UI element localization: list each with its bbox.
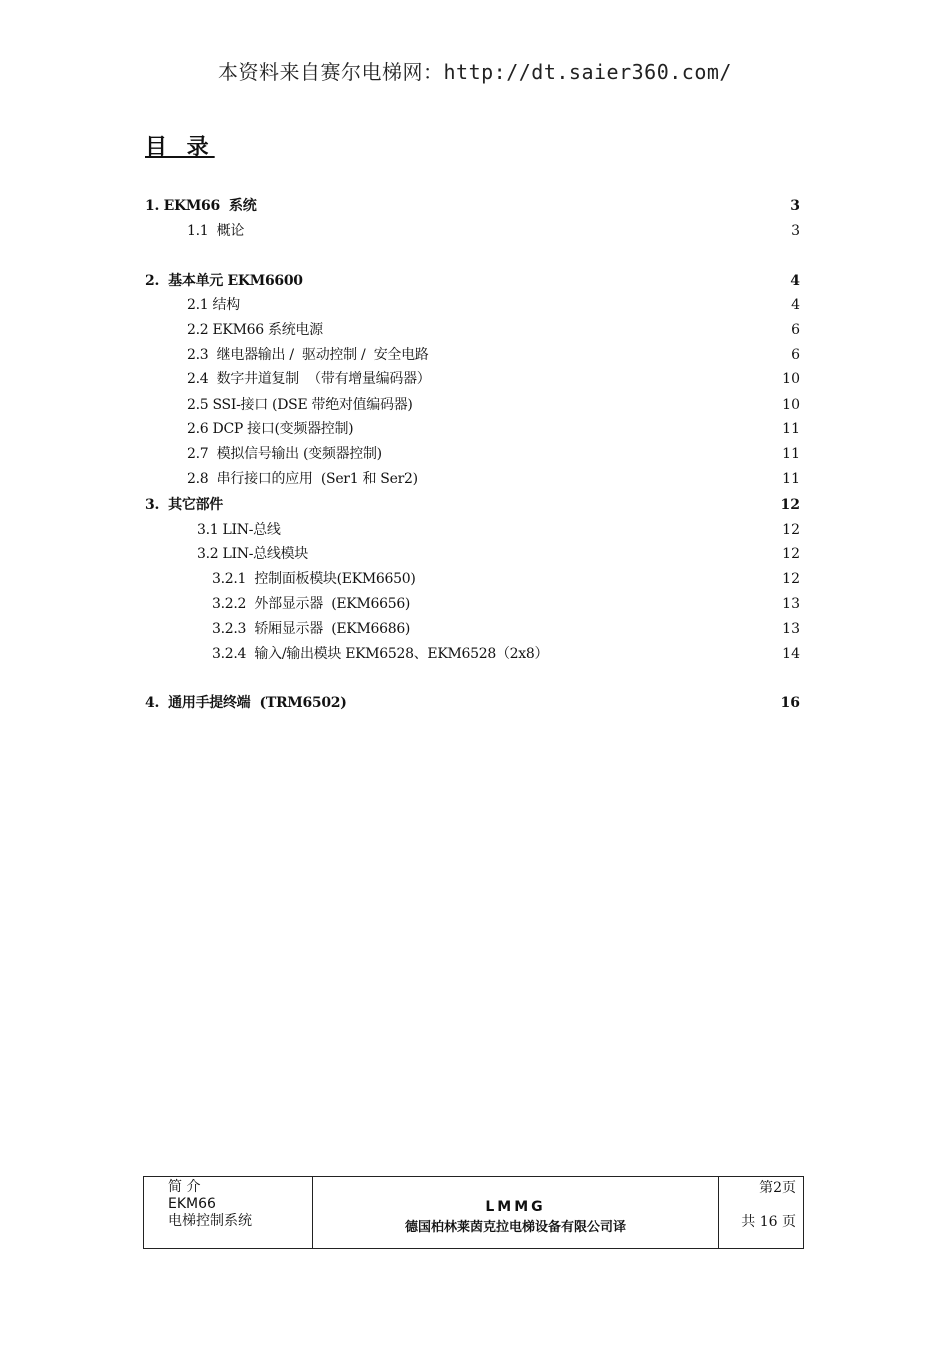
footer-brand-cell [313,1177,719,1248]
toc-entry-page: 13 [782,621,800,637]
toc-entry-page: 11 [782,471,800,487]
toc-entry-page: 14 [782,646,800,662]
toc-entry-page: 4 [791,297,800,313]
toc-entry-label: 3.2.4 输入/输出模块 EKM6528、EKM6528（2x8） [212,646,549,662]
toc-entry-page: 6 [791,347,800,363]
toc-entry-page: 12 [782,571,800,587]
toc-entry-page: 11 [782,421,800,437]
toc-entry-label: 2.8 串行接口的应用 (Ser1 和 Ser2) [187,471,418,487]
toc-entry [145,319,800,341]
toc-entry-label: 2.5 SSI-接口 (DSE 带绝对值编码器) [187,397,413,413]
source-watermark: 本资料来自赛尔电梯网：http://dt.saier360.com/ [218,60,732,84]
toc-entry [145,468,800,490]
toc-entry-label: 2.4 数字井道复制 （带有增量编码器） [187,371,431,387]
toc-entry-label: 1.1 概论 [187,223,245,239]
toc-title: 目 录 [145,134,215,160]
toc-entry [145,344,800,366]
toc-entry-label: 3.2.1 控制面板模块(EKM6650) [212,571,416,587]
toc-entry [145,519,800,541]
footer-page-total: 共 16 页 [741,1214,796,1230]
footer-page-current: 第2页 [759,1180,796,1196]
toc-entry [145,270,800,292]
toc-entry-label: 2.3 继电器输出 / 驱动控制 / 安全电路 [187,347,429,363]
toc-entry-page: 10 [782,371,800,387]
footer-page-info [719,1177,803,1248]
footer-section: 简 介 [168,1179,201,1195]
toc-entry-label: 4. 通用手提终端 (TRM6502) [145,695,347,711]
toc-entry [145,568,800,590]
toc-entry [145,418,800,440]
toc-entry [145,294,800,316]
toc-entry-page: 12 [782,546,800,562]
toc-entry-label: 3.1 LIN-总线 [197,522,281,538]
toc-entry-page: 13 [782,596,800,612]
toc-entry [145,643,800,665]
toc-entry-page: 10 [782,397,800,413]
footer-doc-info [144,1177,313,1248]
toc-entry-page: 3 [791,223,800,239]
toc-entry [145,494,800,516]
toc-entry-label: 3.2.3 轿厢显示器 (EKM6686) [212,621,411,637]
toc-entry [145,394,800,416]
toc-entry [145,443,800,465]
footer-company: 德国柏林莱茵克拉电梯设备有限公司译 [404,1220,626,1235]
toc-entry-page: 12 [782,522,800,538]
toc-entry-page: 4 [790,273,800,289]
toc-entry-label: 3.2.2 外部显示器 (EKM6656) [212,596,411,612]
toc-entry [145,543,800,565]
toc-entry [145,220,800,242]
toc-entry-label: 1. EKM66 系统 [145,198,257,214]
toc-entry [145,593,800,615]
toc-entry-label: 3. 其它部件 [145,497,223,513]
toc-entry [145,618,800,640]
toc-entry-page: 12 [780,497,800,513]
toc-entry [145,692,800,714]
toc-entry-page: 16 [780,695,800,711]
toc-entry [145,195,800,217]
toc-entry-page: 11 [782,446,800,462]
toc-entry-page: 3 [790,198,800,214]
footer-system: 电梯控制系统 [168,1213,252,1229]
toc-entry-label: 3.2 LIN-总线模块 [197,546,308,562]
toc-entry-page: 6 [791,322,800,338]
footer-product: EKM66 [168,1196,216,1212]
toc-entry [145,368,800,390]
footer-brand: LMMG [485,1199,546,1215]
page-footer [143,1176,804,1249]
toc-entry-label: 2.1 结构 [187,297,240,313]
toc-entry-label: 2.2 EKM66 系统电源 [187,322,323,338]
toc-entry-label: 2.7 模拟信号输出 (变频器控制) [187,446,382,462]
toc-entry-label: 2. 基本单元 EKM6600 [145,273,303,289]
toc-entry-label: 2.6 DCP 接口(变频器控制) [187,421,354,437]
